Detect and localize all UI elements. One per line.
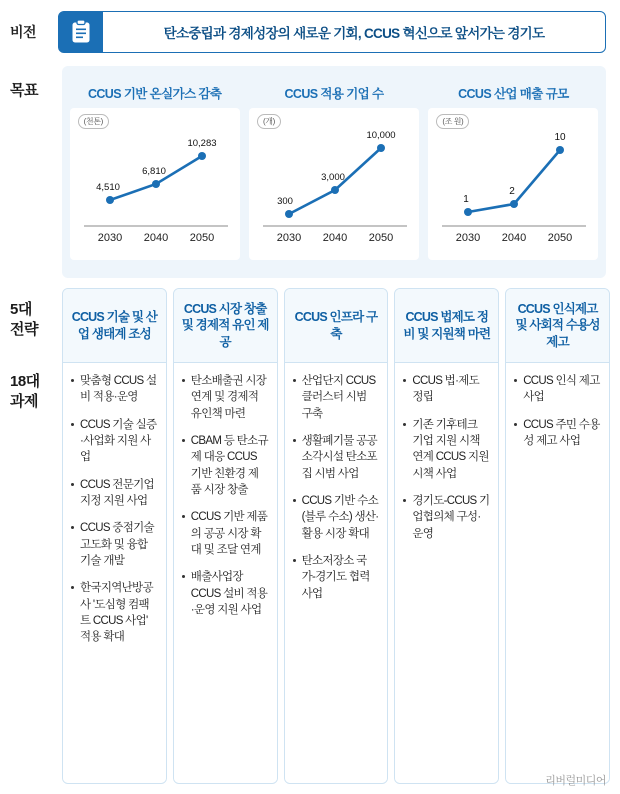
list-item: 탄소배출권 시장 연계 및 경제적 유인책 마련 <box>182 373 269 422</box>
svg-text:10: 10 <box>554 132 566 143</box>
svg-text:2: 2 <box>509 186 516 197</box>
strategy-label <box>10 300 66 339</box>
svg-text:2050: 2050 <box>189 232 214 244</box>
list-item: CCUS 중점기술 고도화 및 융합기술 개발 <box>71 520 158 569</box>
task-label <box>10 372 66 411</box>
svg-text:3,000: 3,000 <box>321 172 345 183</box>
vision-text: 탄소중립과 경제성장의 새로운 기회, CCUS 혁신으로 앞서가는 경기도 <box>163 26 545 41</box>
svg-text:10,283: 10,283 <box>187 138 217 149</box>
strategy-column-5 <box>505 288 610 784</box>
strategy-head-3: CCUS 인프라 구축 <box>285 289 388 363</box>
watermark: 리버럴미디어 <box>545 775 606 787</box>
svg-text:10,000: 10,000 <box>366 130 396 141</box>
chart-unit: (개) <box>257 114 281 129</box>
goal-title: CCUS 기반 온실가스 감축 <box>87 87 222 101</box>
goal-chart-emissions <box>70 108 240 260</box>
strategy-label-line1: 5대 <box>10 301 32 318</box>
svg-text:2040: 2040 <box>502 232 527 244</box>
strategy-column-4 <box>394 288 499 784</box>
task-label-line2: 과제 <box>10 392 38 410</box>
svg-text:2030: 2030 <box>276 232 302 244</box>
vision-box <box>58 11 606 53</box>
list-item: CCUS 기술 실증·사업화 지원 사업 <box>71 417 158 466</box>
svg-text:2030: 2030 <box>97 232 122 244</box>
chart-unit: (조 원) <box>436 114 469 129</box>
svg-text:4,510: 4,510 <box>95 182 120 193</box>
goal-chart-revenue <box>428 108 598 260</box>
svg-text:2040: 2040 <box>143 232 168 244</box>
svg-text:1: 1 <box>463 194 470 205</box>
strategy-head-2: CCUS 시장 창출 및 경제적 유인 제공 <box>174 289 277 363</box>
task-list-3 <box>285 363 388 783</box>
svg-text:300: 300 <box>277 196 293 207</box>
svg-text:2050: 2050 <box>368 232 394 244</box>
svg-text:2050: 2050 <box>548 232 573 244</box>
clipboard-icon <box>59 12 103 52</box>
strategy-head-5: CCUS 인식제고 및 사회적 수용성 제고 <box>506 289 609 363</box>
list-item: 생활폐기물 공공소각시설 탄소포집 시범 사업 <box>293 433 380 482</box>
list-item: CCUS 인식 제고 사업 <box>514 373 601 406</box>
strategy-label-line2: 전략 <box>10 320 38 338</box>
list-item: CCUS 법·제도 정립 <box>403 373 490 406</box>
list-item: CBAM 등 탄소규제 대응 CCUS 기반 친환경 제품 시장 창출 <box>182 433 269 498</box>
list-item: 한국지역난방공사 '도심형 컴팩트 CCUS 사업' 적용 확대 <box>71 580 158 645</box>
goal-label: 목표 <box>10 82 38 99</box>
list-item: CCUS 기반 수소(블루 수소) 생산·활용 시장 확대 <box>293 493 380 542</box>
list-item: CCUS 주민 수용성 제고 사업 <box>514 417 601 450</box>
list-item: CCUS 기반 제품의 공공 시장 확대 및 조달 연계 <box>182 509 269 558</box>
list-item: 경기도-CCUS 기업협의체 구성·운영 <box>403 493 490 542</box>
vision-label: 비전 <box>10 24 37 40</box>
chart-unit: (천톤) <box>78 114 109 129</box>
task-list-1 <box>63 363 166 783</box>
strategy-column-1 <box>62 288 167 784</box>
list-item: 맞춤형 CCUS 설비 적용·운영 <box>71 373 158 406</box>
goal-chart-companies <box>249 108 419 260</box>
goal-title: CCUS 산업 매출 규모 <box>458 87 569 101</box>
strategy-column-3 <box>284 288 389 784</box>
goal-title: CCUS 적용 기업 수 <box>284 87 384 101</box>
strategy-columns <box>62 288 610 784</box>
list-item: 탄소저장소 국가-경기도 협력 사업 <box>293 553 380 602</box>
strategy-head-4: CCUS 법제도 정비 및 지원책 마련 <box>395 289 498 363</box>
goals-panel <box>62 66 606 278</box>
list-item: CCUS 전문기업 지정 지원 사업 <box>71 477 158 510</box>
goal-card-emissions <box>68 74 241 270</box>
svg-text:6,810: 6,810 <box>141 166 166 177</box>
strategy-head-1: CCUS 기술 및 산업 생태계 조성 <box>63 289 166 363</box>
goal-card-companies <box>247 74 420 270</box>
vision-row <box>0 6 620 58</box>
svg-text:2040: 2040 <box>322 232 348 244</box>
svg-text:2030: 2030 <box>456 232 481 244</box>
strategy-column-2 <box>173 288 278 784</box>
list-item: 배출사업장 CCUS 설비 적용·운영 지원 사업 <box>182 569 269 618</box>
list-item: 기존 기후테크 기업 지원 시책 연계 CCUS 지원 시책 사업 <box>403 417 490 482</box>
task-list-2 <box>174 363 277 783</box>
task-list-5 <box>506 363 609 783</box>
task-list-4 <box>395 363 498 783</box>
task-label-line1: 18대 <box>10 373 40 390</box>
list-item: 산업단지 CCUS 클러스터 시범 구축 <box>293 373 380 422</box>
goal-card-revenue <box>427 74 600 270</box>
